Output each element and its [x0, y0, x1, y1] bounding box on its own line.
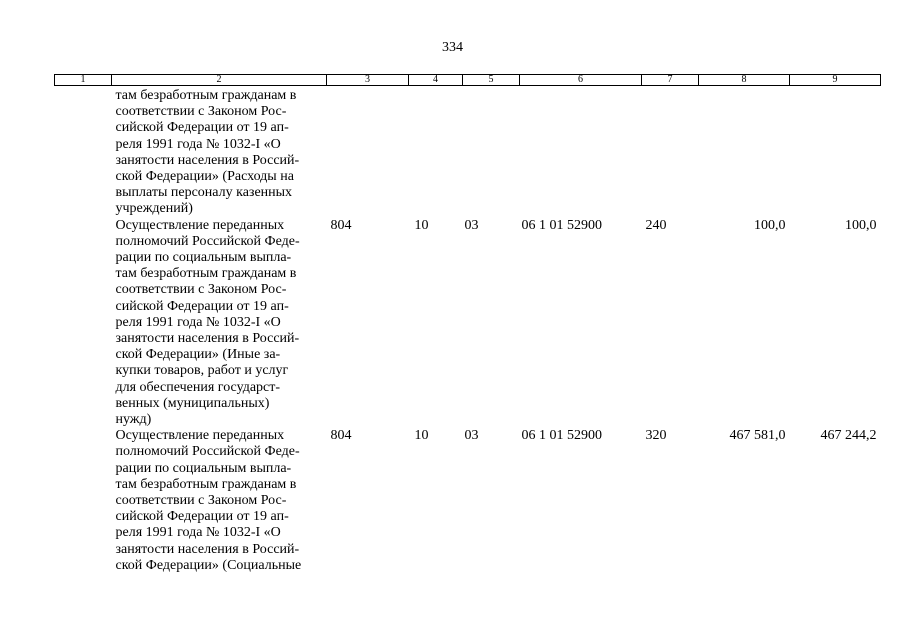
- column-header-1: 1: [55, 75, 112, 86]
- column-header-4: 4: [409, 75, 463, 86]
- amount-cell-9: [790, 86, 881, 218]
- expense-type-cell: 240: [645, 217, 667, 233]
- amount-cell-9: 100,0: [845, 217, 877, 233]
- column-header-8: 8: [699, 75, 790, 86]
- header-row: [55, 75, 881, 86]
- budget-table: [54, 74, 881, 574]
- row-number-cell: [55, 218, 112, 429]
- table-row: [55, 218, 881, 429]
- page-number: 334: [442, 40, 463, 55]
- column-header-5: 5: [463, 75, 520, 86]
- amount-cell-8: [699, 86, 790, 218]
- column-header-3: 3: [327, 75, 409, 86]
- section-code-cell: 10: [414, 428, 429, 444]
- ministry-code-cell: [327, 86, 409, 218]
- amount-cell-9: 467 244,2: [820, 428, 877, 444]
- row-number-cell: [55, 428, 112, 574]
- section-code-cell: [409, 86, 463, 218]
- table-row: [55, 428, 881, 574]
- description-cell: там безработным гражданам в соответствии с Законом Рос- сийской Федерации от 19 ап- реля 1991 года № 1032-I «О занятости населения в Россий- ской Федерации» (Расходы на выплаты персоналу казенных учреждений): [115, 88, 300, 217]
- expense-type-cell: 320: [645, 428, 667, 444]
- target-article-cell: 06 1 01 52900: [521, 428, 602, 444]
- description-cell: Осуществление переданных полномочий Российской Феде- рации по социальным выпла- там безработным гражданам в соответствии с Законом Рос- сийской Федерации от 19 ап- реля 1991 года № 1032-I «О занятости населения в Россий- ской Федерации» (Социальные: [115, 428, 302, 573]
- subsection-code-cell: 03: [464, 217, 479, 233]
- expense-type-cell: [642, 86, 699, 218]
- table-body: [55, 86, 881, 575]
- target-article-cell: 06 1 01 52900: [521, 217, 602, 233]
- target-article-cell: [520, 86, 642, 218]
- column-header-2: 2: [112, 75, 327, 86]
- ministry-code-cell: 804: [330, 428, 352, 444]
- table-row: [55, 86, 881, 218]
- row-number-cell: [55, 86, 112, 218]
- amount-cell-8: 100,0: [754, 217, 786, 233]
- description-cell: Осуществление переданных полномочий Российской Феде- рации по социальным выпла- там безработным гражданам в соответствии с Законом Рос- сийской Федерации от 19 ап- реля 1991 года № 1032-I «О занятости населения в Россий- ской Федерации» (Иные за- купки товаров, работ и услуг для обеспечения государст- венных (муниципальных) нужд): [115, 217, 300, 428]
- column-header-9: 9: [790, 75, 881, 86]
- table-header: [55, 75, 881, 86]
- subsection-code-cell: [463, 86, 520, 218]
- section-code-cell: 10: [414, 217, 429, 233]
- column-header-7: 7: [642, 75, 699, 86]
- ministry-code-cell: 804: [330, 217, 352, 233]
- subsection-code-cell: 03: [464, 428, 479, 444]
- column-header-6: 6: [520, 75, 642, 86]
- amount-cell-8: 467 581,0: [729, 428, 786, 444]
